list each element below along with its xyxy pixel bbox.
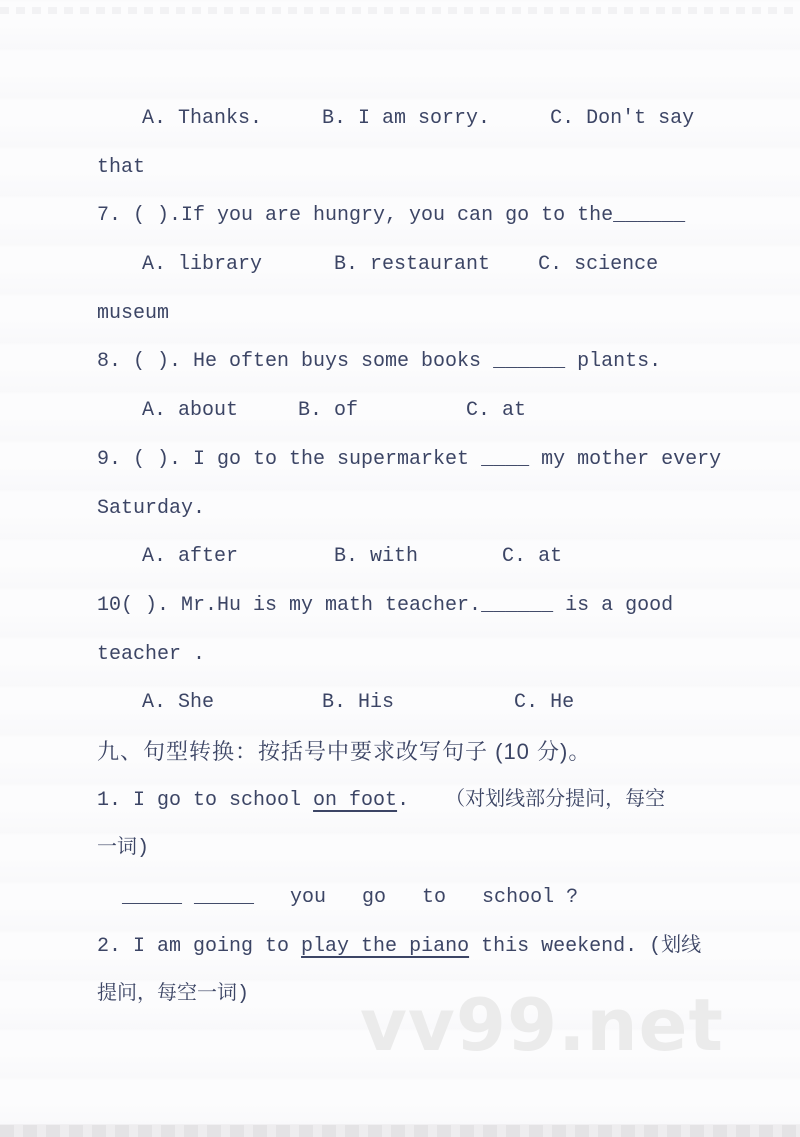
q7-options-overflow-seg-0: museum bbox=[97, 301, 170, 325]
q8-stem-seg-0: 8. ( ). He often buys some books ______ plants. bbox=[97, 350, 662, 374]
q7-options-overflow bbox=[97, 290, 800, 339]
section-9-header bbox=[97, 728, 800, 777]
q10-options bbox=[97, 679, 800, 728]
watermark: vv99.net bbox=[360, 983, 724, 1067]
s9-q1-stem bbox=[97, 777, 800, 826]
s9-q2-stem-seg-0: 2. I am going to bbox=[97, 934, 302, 958]
q10-stem-overflow-seg-0: teacher . bbox=[97, 642, 206, 666]
q10-stem bbox=[97, 582, 800, 631]
page-bottom-edge-bar bbox=[0, 1125, 800, 1137]
q10-stem-seg-0: 10( ). Mr.Hu is my math teacher.______ is a good bbox=[97, 593, 674, 617]
s9-q1-answer-blanks bbox=[97, 874, 800, 923]
q7-stem-seg-0: 7. ( ).If you are hungry, you can go to the______ bbox=[97, 204, 686, 228]
q9-stem-overflow-seg-0: Saturday. bbox=[97, 496, 206, 520]
q6-options-seg-0: A. Thanks. B. I am sorry. C. Don't say bbox=[142, 107, 695, 130]
q9-stem-overflow bbox=[97, 485, 800, 534]
s9-q2-stem-seg-1-underlined: play the piano bbox=[301, 934, 470, 958]
s9-q1-stem-seg-2: . （对划线部分提问，每空 bbox=[397, 788, 666, 812]
q9-options bbox=[97, 533, 800, 582]
exam-text-body bbox=[97, 95, 800, 1020]
q9-stem-seg-0: 9. ( ). I go to the supermarket ____ my mother every bbox=[97, 447, 722, 471]
s9-q1-stem-seg-0: 1. I go to school bbox=[97, 788, 314, 812]
s9-q1-stem-overflow bbox=[97, 825, 800, 874]
s9-q2-stem bbox=[97, 923, 800, 972]
page-top-edge-texture bbox=[0, 7, 800, 14]
q8-stem bbox=[97, 338, 800, 387]
q8-options bbox=[97, 387, 800, 436]
q7-options bbox=[97, 241, 800, 290]
q6-options-overflow bbox=[97, 144, 800, 193]
q9-options-seg-0: A. after B. with C. at bbox=[142, 545, 563, 569]
s9-q2-stem-seg-2: this weekend. (划线 bbox=[469, 934, 702, 958]
q7-stem bbox=[97, 192, 800, 241]
q10-options-seg-0: A. She B. His C. He bbox=[142, 691, 575, 715]
q7-options-seg-0: A. library B. restaurant C. science bbox=[142, 253, 659, 277]
s9-q1-answer-blanks-seg-0: _____ _____ you go to school ? bbox=[122, 886, 579, 909]
q6-options bbox=[97, 95, 800, 144]
s9-q1-stem-seg-1-underlined: on foot bbox=[313, 788, 398, 812]
q10-stem-overflow bbox=[97, 631, 800, 680]
q8-options-seg-0: A. about B. of C. at bbox=[142, 399, 527, 423]
section-9-header-seg-0: 九、句型转换：按括号中要求改写句子 (10 分)。 bbox=[97, 738, 592, 764]
q9-stem bbox=[97, 436, 800, 485]
s9-q2-stem-overflow-seg-0: 提问，每空一词) bbox=[97, 983, 250, 1007]
q6-options-overflow-seg-0: that bbox=[97, 155, 146, 179]
s9-q2-stem-overflow bbox=[97, 971, 800, 1020]
s9-q1-stem-overflow-seg-0: 一词) bbox=[97, 837, 150, 861]
